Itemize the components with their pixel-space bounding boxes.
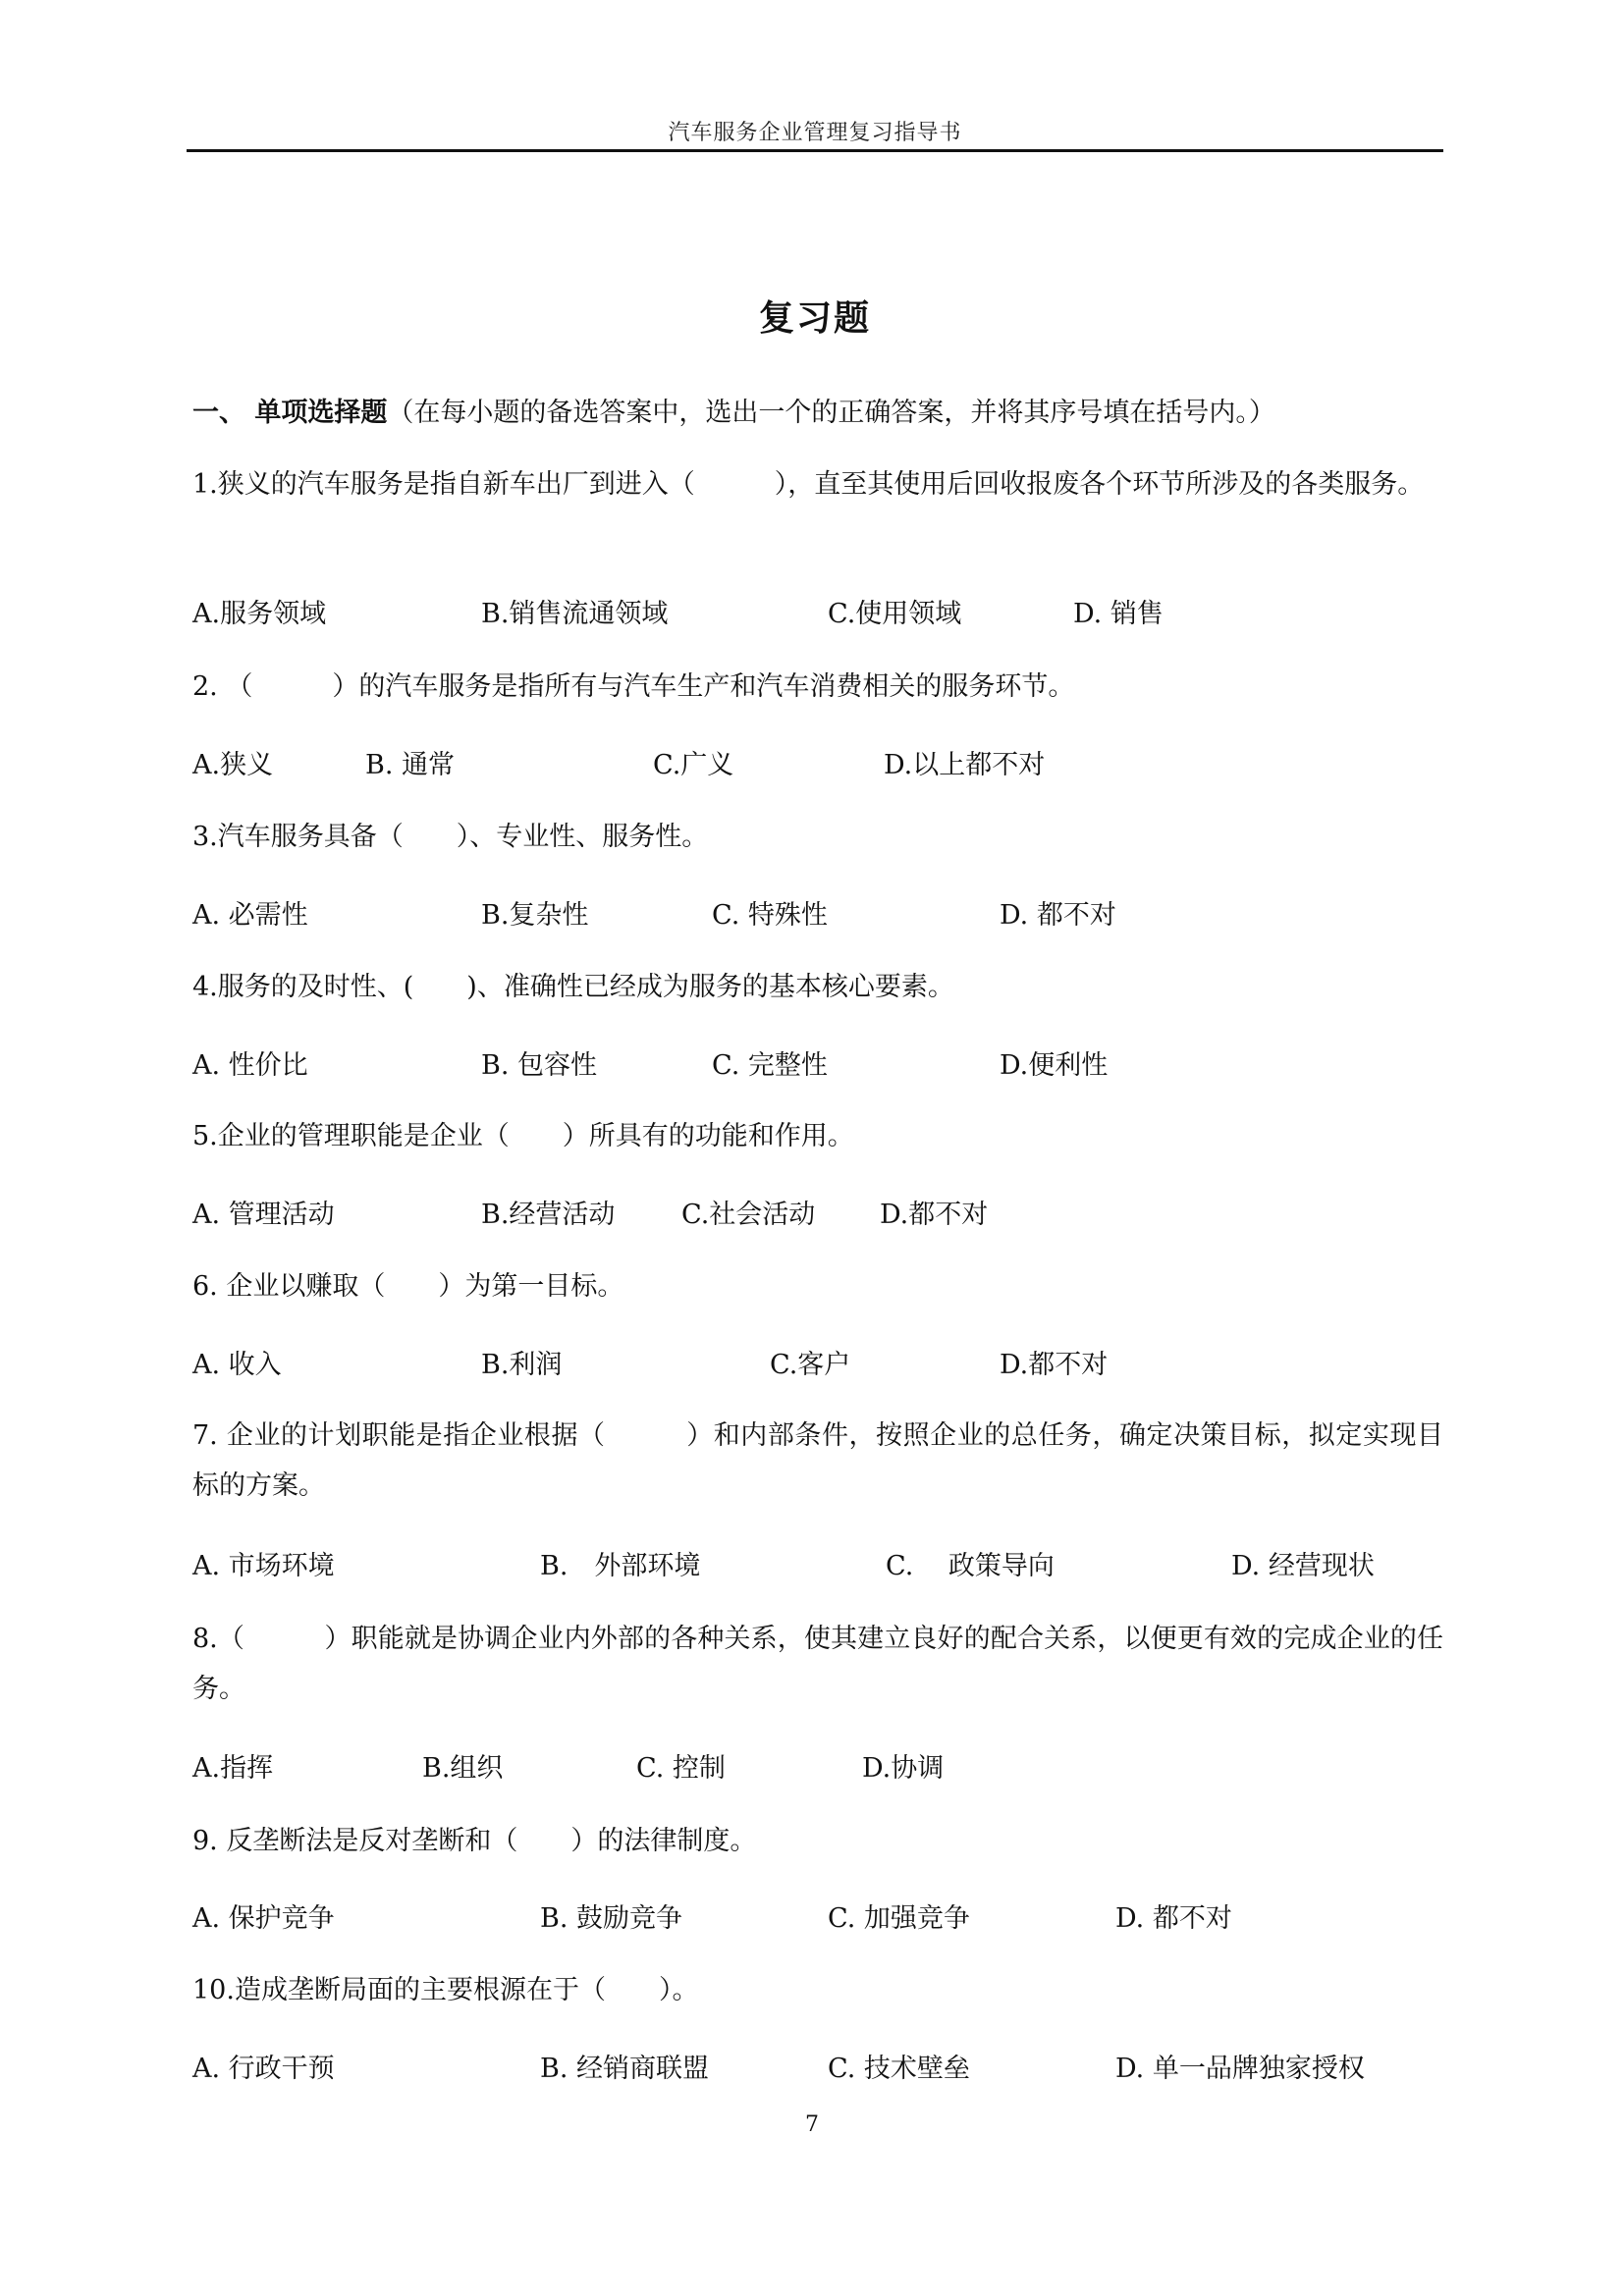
question-4-option-b: B. 包容性 [481,1050,598,1081]
question-10-option-d: D. 单一品牌独家授权 [1115,2054,1365,2084]
question-5-option-c: C.社会活动 [681,1200,816,1230]
question-4-option-a: A. 性价比 [192,1050,308,1081]
page-title: 复习题 [758,297,871,339]
running-header: 汽车服务企业管理复习指导书 [668,121,962,145]
question-10-option-c: C. 技术壁垒 [828,2054,970,2084]
question-1-option-d: D. 销售 [1073,599,1164,629]
question-7-option-d: D. 经营现状 [1231,1551,1375,1581]
question-3-option-c: C. 特殊性 [712,900,828,931]
section-heading [192,391,1275,429]
question-5-option-d: D.都不对 [880,1200,989,1230]
question-2-option-a: A.狭义 [192,750,274,780]
question-2-option-b: B. 通常 [365,750,456,780]
question-8-option-a: A.指挥 [192,1753,274,1784]
question-7-option-a: A. 市场环境 [192,1551,335,1581]
question-2-option-c: C.广义 [653,750,734,780]
question-7-option-b: B. 外部环境 [540,1551,701,1581]
question-6-option-b: B.利润 [481,1350,563,1380]
question-8-option-c: C. 控制 [636,1753,726,1784]
question-6-option-c: C.客户 [770,1350,851,1380]
question-8-text: 8.（ ）职能就是协调企业内外部的各种关系，使其建立良好的配合关系，以便更有效的完成企业的任务。 [192,1624,1443,1704]
question-1-option-c: C.使用领域 [828,599,962,629]
question-6-option-a: A. 收入 [192,1350,282,1380]
question-10-text: 10.造成垄断局面的主要根源在于（ ）。 [192,1975,699,2005]
question-4-option-c: C. 完整性 [712,1050,828,1081]
question-6-option-d: D.都不对 [1000,1350,1109,1380]
question-6-text: 6. 企业以赚取（ ）为第一目标。 [192,1271,624,1302]
question-7-text: 7. 企业的计划职能是指企业根据（ ）和内部条件，按照企业的总任务，确定决策目标，拟定实现目标的方案。 [192,1420,1443,1501]
question-3-option-d: D. 都不对 [1000,900,1116,931]
question-9-option-c: C. 加强竞争 [828,1903,970,1934]
question-9-option-a: A. 保护竞争 [192,1903,335,1934]
header-rule [187,149,1443,152]
question-8-option-d: D.协调 [862,1753,945,1784]
question-9-option-b: B. 鼓励竞争 [540,1903,683,1934]
question-4-option-d: D.便利性 [1000,1050,1109,1081]
question-3-option-b: B.复杂性 [481,900,589,931]
question-5-text: 5.企业的管理职能是企业（ ）所具有的功能和作用。 [192,1121,854,1151]
question-2-option-d: D.以上都不对 [884,750,1046,780]
question-4-text: 4.服务的及时性、( )、准确性已经成为服务的基本核心要素。 [192,972,954,1002]
question-5-option-b: B.经营活动 [481,1200,616,1230]
question-8-option-b: B.组织 [422,1753,504,1784]
question-10-option-a: A. 行政干预 [192,2054,335,2084]
question-9-option-d: D. 都不对 [1115,1903,1232,1934]
question-5-option-a: A. 管理活动 [192,1200,335,1230]
question-9-text: 9. 反垄断法是反对垄断和（ ）的法律制度。 [192,1826,757,1856]
question-1-option-a: A.服务领域 [192,599,327,629]
question-1-text: 1.狭义的汽车服务是指自新车出厂到进入（ ），直至其使用后回收报废各个环节所涉及的各类服务。 [192,469,1425,500]
question-3-option-a: A. 必需性 [192,900,308,931]
page-number: 7 [805,2112,819,2137]
question-1-option-b: B.销售流通领域 [481,599,669,629]
question-10-option-b: B. 经销商联盟 [540,2054,710,2084]
section-label: 一、 单项选择题 [192,398,388,428]
section-instruction: （在每小题的备选答案中，选出一个的正确答案，并将其序号填在括号内。） [387,398,1275,428]
question-7-option-c: C. 政策导向 [886,1551,1055,1581]
question-2-text: 2. （ ）的汽车服务是指所有与汽车生产和汽车消费相关的服务环节。 [192,671,1075,702]
question-3-text: 3.汽车服务具备（ ）、专业性、服务性。 [192,822,709,852]
